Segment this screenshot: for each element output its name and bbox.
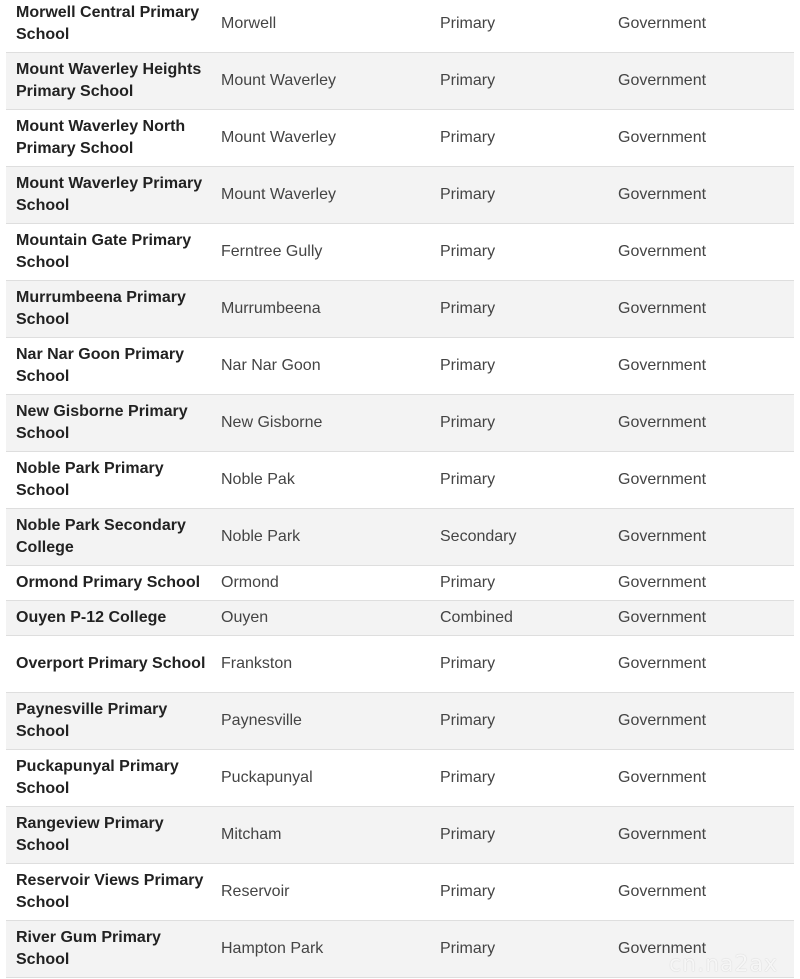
school-sector: Government (618, 129, 707, 146)
school-name: Nar Nar Goon Primary School (16, 346, 185, 385)
suburb: Paynesville (221, 712, 302, 729)
school-sector: Government (618, 186, 707, 203)
school-level: Primary (440, 712, 496, 729)
school-name: Noble Park Secondary College (16, 517, 186, 556)
suburb: Reservoir (221, 883, 290, 900)
school-level: Primary (440, 769, 496, 786)
school-name: Puckapunyal Primary School (16, 758, 179, 797)
suburb: Mount Waverley (221, 72, 336, 89)
school-name: River Gum Primary School (16, 929, 161, 968)
school-level: Primary (440, 471, 496, 488)
table-row (6, 0, 794, 53)
school-level: Primary (440, 129, 496, 146)
table-row (6, 395, 794, 452)
table-row (6, 566, 794, 601)
table-row (6, 110, 794, 167)
school-name: Morwell Central Primary School (16, 4, 200, 43)
school-sector: Government (618, 826, 707, 843)
table-row (6, 281, 794, 338)
school-name: New Gisborne Primary School (16, 403, 188, 442)
school-name: Noble Park Primary School (16, 460, 164, 499)
school-level: Primary (440, 15, 496, 32)
school-sector: Government (618, 72, 707, 89)
school-name: Murrumbeena Primary School (16, 289, 186, 328)
school-level: Primary (440, 243, 496, 260)
suburb: Puckapunyal (221, 769, 313, 786)
table-row (6, 601, 794, 636)
suburb: Mount Waverley (221, 129, 336, 146)
school-level: Primary (440, 574, 496, 591)
school-name: Rangeview Primary School (16, 815, 164, 854)
school-level: Primary (440, 414, 496, 431)
schools-table (6, 0, 794, 978)
suburb: Ferntree Gully (221, 243, 323, 260)
school-level: Primary (440, 826, 496, 843)
table-row (6, 509, 794, 566)
school-level: Primary (440, 940, 496, 957)
school-sector: Government (618, 300, 707, 317)
table-row (6, 452, 794, 509)
school-name: Mountain Gate Primary School (16, 232, 192, 271)
school-sector: Government (618, 609, 707, 626)
suburb: New Gisborne (221, 414, 323, 431)
suburb: Hampton Park (221, 940, 324, 957)
school-level: Primary (440, 186, 496, 203)
school-sector: Government (618, 414, 707, 431)
school-sector: Government (618, 883, 707, 900)
school-sector: Government (618, 528, 707, 545)
table-row (6, 864, 794, 921)
school-name: Mount Waverley Heights Primary School (16, 61, 202, 100)
school-name: Mount Waverley North Primary School (16, 118, 186, 157)
school-level: Primary (440, 72, 496, 89)
school-level: Secondary (440, 528, 517, 545)
school-sector: Government (618, 574, 707, 591)
suburb: Nar Nar Goon (221, 357, 321, 374)
school-sector: Government (618, 471, 707, 488)
table-row (6, 167, 794, 224)
school-level: Primary (440, 357, 496, 374)
school-level: Primary (440, 300, 496, 317)
table-row (6, 338, 794, 395)
suburb: Noble Pak (221, 471, 295, 488)
school-name: Overport Primary School (16, 655, 206, 672)
school-sector: Government (618, 940, 707, 957)
suburb: Mount Waverley (221, 186, 336, 203)
suburb: Frankston (221, 655, 293, 672)
school-name: Mount Waverley Primary School (16, 175, 203, 214)
school-level: Primary (440, 655, 496, 672)
school-name: Ormond Primary School (16, 574, 201, 591)
suburb: Noble Park (221, 528, 301, 545)
table-row (6, 224, 794, 281)
school-sector: Government (618, 769, 707, 786)
school-sector: Government (618, 243, 707, 260)
school-sector: Government (618, 15, 707, 32)
table-row (6, 53, 794, 110)
school-name: Reservoir Views Primary School (16, 872, 204, 911)
school-sector: Government (618, 712, 707, 729)
school-name: Ouyen P-12 College (16, 609, 167, 626)
table-row (6, 693, 794, 750)
table-row (6, 807, 794, 864)
watermark: cn.na2ax (669, 952, 778, 977)
school-level: Combined (440, 609, 513, 626)
table-row (6, 636, 794, 693)
table-row (6, 750, 794, 807)
suburb: Mitcham (221, 826, 282, 843)
school-sector: Government (618, 655, 707, 672)
suburb: Morwell (221, 15, 277, 32)
suburb: Ouyen (221, 609, 269, 626)
school-sector: Government (618, 357, 707, 374)
suburb: Murrumbeena (221, 300, 321, 317)
suburb: Ormond (221, 574, 279, 591)
school-level: Primary (440, 883, 496, 900)
school-name: Paynesville Primary School (16, 701, 168, 740)
